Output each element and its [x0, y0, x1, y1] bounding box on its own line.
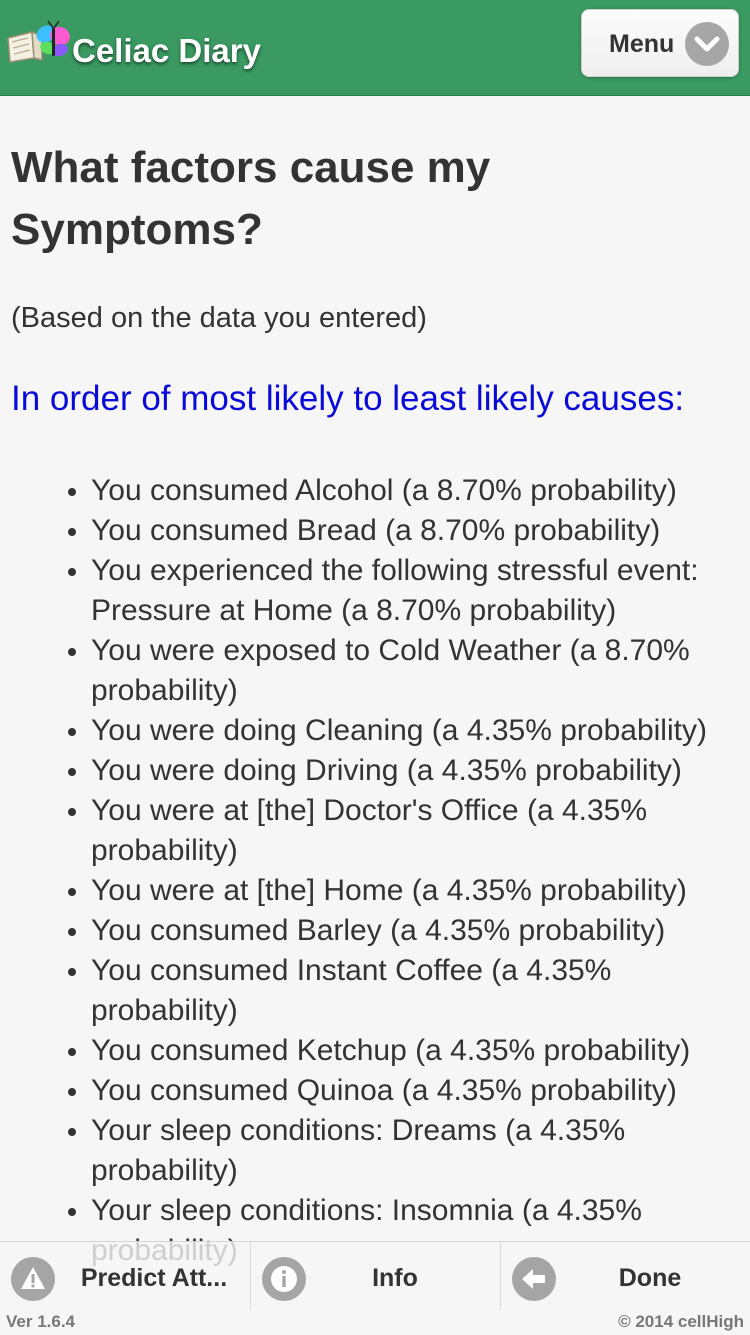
- footer-toolbar: [0, 1241, 750, 1335]
- list-item: • You experienced the following stressful event: Pressure at Home (a 8.70% probability): [91, 551, 741, 631]
- done-label: Done: [618, 1264, 682, 1292]
- menu-button-label: Menu: [609, 30, 675, 58]
- list-item: • You were at [the] Home (a 4.35% probability): [91, 871, 741, 911]
- list-item: • You consumed Instant Coffee (a 4.35% probability): [91, 951, 741, 1031]
- predict-attacks-button[interactable]: [0, 1242, 251, 1310]
- arrow-left-icon: [512, 1257, 556, 1301]
- main-content: [11, 95, 741, 1271]
- list-item: • You consumed Ketchup (a 4.35% probability): [91, 1031, 741, 1071]
- causes-list: [11, 471, 741, 1271]
- predict-attacks-label: Predict Att...: [80, 1264, 228, 1292]
- list-item: • You consumed Quinoa (a 4.35% probability): [91, 1071, 741, 1111]
- list-item: • You were at [the] Doctor's Office (a 4.35% probability): [91, 791, 741, 871]
- list-item: • You consumed Alcohol (a 8.70% probability): [91, 471, 741, 511]
- menu-button[interactable]: [581, 9, 739, 77]
- copyright-label: © 2014 cellHigh: [618, 1312, 744, 1331]
- alert-icon: [11, 1257, 55, 1301]
- list-item: • You consumed Bread (a 8.70% probability): [91, 511, 741, 551]
- list-item: • You consumed Barley (a 4.35% probability): [91, 911, 741, 951]
- page-subtitle: (Based on the data you entered): [11, 302, 427, 334]
- header-bar: [0, 0, 750, 96]
- list-item: • Your sleep conditions: Dreams (a 4.35% probability): [91, 1111, 741, 1191]
- app-title: Celiac Diary: [72, 32, 261, 69]
- list-item: • You were doing Cleaning (a 4.35% probability): [91, 711, 741, 751]
- list-item: • Your sleep conditions: Insomnia (a 4.35%: [91, 1191, 741, 1271]
- info-icon: [262, 1257, 306, 1301]
- done-button[interactable]: [501, 1242, 750, 1310]
- info-label: Info: [372, 1264, 418, 1292]
- order-heading: In order of most likely to least likely causes:: [11, 379, 685, 418]
- version-label: Ver 1.6.4: [6, 1312, 76, 1331]
- info-button[interactable]: [251, 1242, 501, 1310]
- list-item: • You were doing Driving (a 4.35% probability): [91, 751, 741, 791]
- page-title: What factors cause my Symptoms?: [11, 143, 491, 254]
- butterfly-book-icon: [6, 20, 70, 66]
- chevron-down-icon: [685, 22, 729, 66]
- list-item: • You were exposed to Cold Weather (a 8.70% probability): [91, 631, 741, 711]
